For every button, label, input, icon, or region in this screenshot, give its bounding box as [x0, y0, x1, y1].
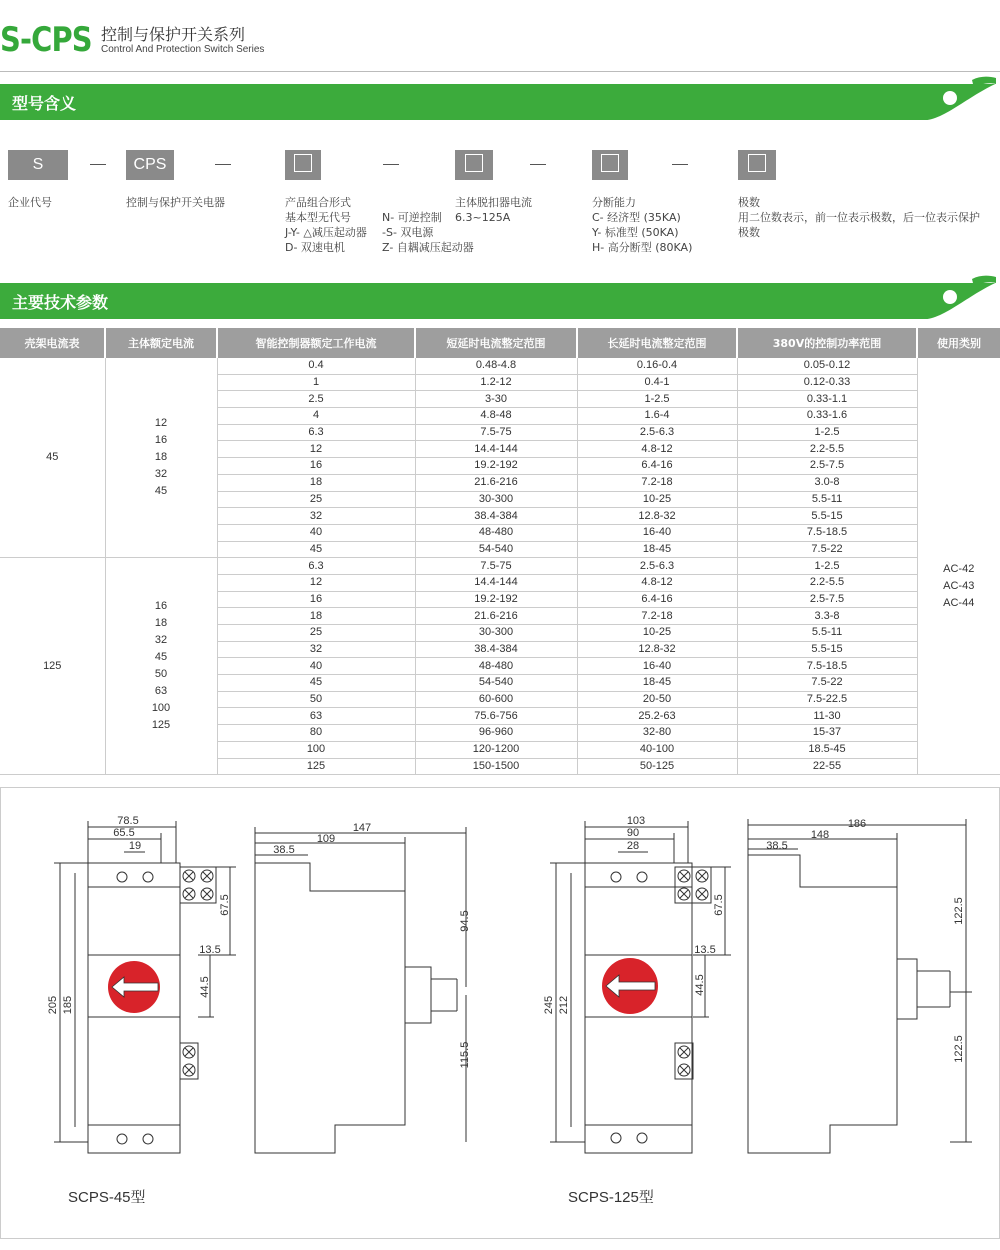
- dim-label: 115.5: [459, 1041, 471, 1069]
- table-cell: 19.2-192: [415, 591, 577, 608]
- table-cell: 50: [217, 691, 415, 708]
- table-cell: 18.5-45: [737, 741, 917, 758]
- col-header: 长延时电流整定范围: [577, 328, 737, 358]
- table-cell: 2.5-7.5: [737, 591, 917, 608]
- dim-label: 38.5: [766, 840, 788, 852]
- table-cell: 45: [217, 675, 415, 692]
- table-cell: 6.4-16: [577, 591, 737, 608]
- table-cell: 12.8-32: [577, 508, 737, 525]
- table-cell: 1.2-12: [415, 374, 577, 391]
- series-title-cn: 控制与保护开关系列: [101, 25, 246, 44]
- table-cell: 7.5-75: [415, 424, 577, 441]
- table-cell: 100: [217, 741, 415, 758]
- rotary-handle-icon: [108, 961, 160, 1013]
- usage-category-cell: AC-42 AC-43 AC-44: [917, 358, 1000, 775]
- frame-current-cell: 125: [0, 558, 105, 775]
- table-cell: 0.48-4.8: [415, 358, 577, 374]
- dim-label: 38.5: [273, 844, 295, 856]
- dim-label: 212: [558, 995, 570, 1015]
- table-cell: 16-40: [577, 658, 737, 675]
- dash: [530, 164, 546, 165]
- dim-label: 148: [810, 829, 830, 841]
- table-cell: 120-1200: [415, 741, 577, 758]
- rated-current-cell: 16 18 32 45 50 63 100 125: [105, 558, 217, 775]
- dim-label: 67.5: [219, 894, 231, 916]
- table-cell: 25: [217, 625, 415, 642]
- table-cell: 25.2-63: [577, 708, 737, 725]
- table-cell: 10-25: [577, 625, 737, 642]
- model-code-placeholder: [285, 150, 321, 180]
- table-cell: 6.4-16: [577, 458, 737, 475]
- table-cell: 45: [217, 541, 415, 558]
- mount-hole-icon: [611, 872, 621, 882]
- model-code-cps: CPS: [126, 150, 174, 180]
- table-cell: 16-40: [577, 524, 737, 541]
- table-cell: 5.5-15: [737, 641, 917, 658]
- table-cell: 5.5-15: [737, 508, 917, 525]
- mount-hole-icon: [117, 872, 127, 882]
- brand-logo: S-CPS: [0, 20, 92, 60]
- table-cell: 7.5-22.5: [737, 691, 917, 708]
- model-code-placeholder: [455, 150, 493, 180]
- table-cell: 18-45: [577, 541, 737, 558]
- table-cell: 6.3: [217, 558, 415, 575]
- table-cell: 7.5-75: [415, 558, 577, 575]
- table-cell: 0.12-0.33: [737, 374, 917, 391]
- drawing-caption-125: SCPS-125型: [568, 1189, 654, 1206]
- table-cell: 7.5-18.5: [737, 524, 917, 541]
- table-cell: 80: [217, 725, 415, 742]
- table-header-row: [0, 328, 1000, 358]
- dim-label: 147: [352, 822, 372, 834]
- table-cell: 15-37: [737, 725, 917, 742]
- drawing-caption-45: SCPS-45型: [68, 1189, 146, 1206]
- model-code-placeholder: [738, 150, 776, 180]
- table-cell: 48-480: [415, 658, 577, 675]
- dim-label: 67.5: [713, 894, 725, 916]
- table-cell: 16: [217, 591, 415, 608]
- table-cell: 18-45: [577, 675, 737, 692]
- section-bar-model: [0, 84, 1000, 120]
- table-cell: 150-1500: [415, 758, 577, 775]
- mount-hole-icon: [143, 1134, 153, 1144]
- mount-hole-icon: [117, 1134, 127, 1144]
- table-cell: 63: [217, 708, 415, 725]
- table-cell: 54-540: [415, 541, 577, 558]
- dim-label: 65.5: [113, 827, 135, 839]
- table-cell: 7.5-22: [737, 675, 917, 692]
- model-label-cps: 控制与保护开关电器: [126, 196, 225, 209]
- table-row: [0, 558, 1000, 575]
- empty-square-icon: [601, 154, 619, 172]
- dim-label: 185: [62, 995, 74, 1015]
- dim-label: 103: [626, 815, 646, 827]
- dim-label: 94.5: [459, 910, 471, 932]
- spec-table: [0, 328, 1000, 775]
- table-cell: 1-2.5: [737, 424, 917, 441]
- table-cell: 16: [217, 458, 415, 475]
- table-cell: 2.5-6.3: [577, 424, 737, 441]
- table-cell: 2.2-5.5: [737, 574, 917, 591]
- table-cell: 32: [217, 641, 415, 658]
- table-cell: 60-600: [415, 691, 577, 708]
- table-cell: 32: [217, 508, 415, 525]
- dim-label: 90: [626, 827, 640, 839]
- rated-current-cell: 12 16 18 32 45: [105, 358, 217, 558]
- dim-label: 44.5: [694, 974, 706, 996]
- table-cell: 2.5-7.5: [737, 458, 917, 475]
- table-cell: 1.6-4: [577, 408, 737, 425]
- col-header: 使用类别: [917, 328, 1000, 358]
- table-cell: 11-30: [737, 708, 917, 725]
- model-label-enterprise: 企业代号: [8, 196, 52, 209]
- model-code-placeholder: [592, 150, 628, 180]
- dim-label: 205: [47, 995, 59, 1015]
- decor-swoosh-icon: [910, 273, 1000, 329]
- decor-swoosh-icon: [910, 74, 1000, 130]
- model-code-enterprise: S: [8, 150, 68, 180]
- table-cell: 3-30: [415, 391, 577, 408]
- table-cell: 1-2.5: [737, 558, 917, 575]
- dim-label: 13.5: [694, 944, 716, 956]
- table-cell: 1-2.5: [577, 391, 737, 408]
- header-divider: [0, 71, 1000, 72]
- table-cell: 96-960: [415, 725, 577, 742]
- table-cell: 38.4-384: [415, 508, 577, 525]
- dash: [90, 164, 106, 165]
- col-header: 智能控制器额定工作电流: [217, 328, 415, 358]
- table-cell: 40: [217, 658, 415, 675]
- table-cell: 4.8-12: [577, 441, 737, 458]
- mount-hole-icon: [611, 1133, 621, 1143]
- table-cell: 75.6-756: [415, 708, 577, 725]
- col-header: 380V的控制功率范围: [737, 328, 917, 358]
- dim-label: 122.5: [953, 897, 965, 925]
- series-title-en: Control And Protection Switch Series: [101, 44, 265, 55]
- table-cell: 30-300: [415, 491, 577, 508]
- empty-square-icon: [294, 154, 312, 172]
- table-cell: 48-480: [415, 524, 577, 541]
- table-cell: 18: [217, 608, 415, 625]
- model-label-current: 主体脱扣器电流 6.3~125A: [455, 196, 532, 224]
- section-bar-params: [0, 283, 1000, 319]
- dim-label: 13.5: [199, 944, 221, 956]
- section-title-model: 型号含义: [12, 94, 77, 113]
- table-cell: 0.4-1: [577, 374, 737, 391]
- dim-label: 19: [128, 840, 142, 852]
- rotary-handle-icon: [602, 958, 658, 1014]
- table-row: [0, 358, 1000, 374]
- table-cell: 40-100: [577, 741, 737, 758]
- table-cell: 0.33-1.6: [737, 408, 917, 425]
- mount-hole-icon: [637, 872, 647, 882]
- dim-label: 245: [543, 995, 555, 1015]
- table-cell: 4: [217, 408, 415, 425]
- table-cell: 22-55: [737, 758, 917, 775]
- table-cell: 32-80: [577, 725, 737, 742]
- dim-label: 122.5: [953, 1035, 965, 1063]
- table-cell: 7.2-18: [577, 474, 737, 491]
- table-cell: 4.8-12: [577, 574, 737, 591]
- table-cell: 0.33-1.1: [737, 391, 917, 408]
- table-cell: 40: [217, 524, 415, 541]
- table-cell: 18: [217, 474, 415, 491]
- table-cell: 30-300: [415, 625, 577, 642]
- table-cell: 19.2-192: [415, 458, 577, 475]
- table-cell: 2.5-6.3: [577, 558, 737, 575]
- table-cell: 7.5-18.5: [737, 658, 917, 675]
- table-cell: 14.4-144: [415, 441, 577, 458]
- table-cell: 0.16-0.4: [577, 358, 737, 374]
- dim-label: 186: [847, 818, 867, 830]
- dimension-drawings: [0, 787, 1000, 1207]
- dim-label: 109: [316, 833, 336, 845]
- table-cell: 14.4-144: [415, 574, 577, 591]
- col-header: 主体额定电流: [105, 328, 217, 358]
- empty-square-icon: [465, 154, 483, 172]
- mount-hole-icon: [143, 872, 153, 882]
- dash: [672, 164, 688, 165]
- table-cell: 10-25: [577, 491, 737, 508]
- table-cell: 5.5-11: [737, 491, 917, 508]
- frame-current-cell: 45: [0, 358, 105, 558]
- col-header: 短延时电流整定范围: [415, 328, 577, 358]
- table-cell: 7.2-18: [577, 608, 737, 625]
- table-cell: 12: [217, 441, 415, 458]
- model-label-combination-extra: N- 可逆控制 -S- 双电源 Z- 自耦减压起动器: [382, 211, 474, 254]
- dim-label: 28: [626, 840, 640, 852]
- table-cell: 50-125: [577, 758, 737, 775]
- table-cell: 6.3: [217, 424, 415, 441]
- table-cell: 1: [217, 374, 415, 391]
- table-cell: 54-540: [415, 675, 577, 692]
- table-cell: 21.6-216: [415, 474, 577, 491]
- table-cell: 7.5-22: [737, 541, 917, 558]
- dim-label: 78.5: [117, 815, 139, 827]
- model-label-breaking: 分断能力 C- 经济型 (35KA) Y- 标准型 (50KA) H- 高分断型 (80KA): [592, 196, 693, 254]
- table-cell: 0.4: [217, 358, 415, 374]
- table-cell: 0.05-0.12: [737, 358, 917, 374]
- table-cell: 2.2-5.5: [737, 441, 917, 458]
- table-cell: 21.6-216: [415, 608, 577, 625]
- table-cell: 20-50: [577, 691, 737, 708]
- mount-hole-icon: [637, 1133, 647, 1143]
- section-title-params: 主要技术参数: [12, 293, 109, 312]
- table-cell: 5.5-11: [737, 625, 917, 642]
- table-cell: 125: [217, 758, 415, 775]
- table-cell: 3.0-8: [737, 474, 917, 491]
- model-label-poles: 极数 用二位数表示，前一位表示极数，后一位表示保护 极数: [738, 196, 980, 239]
- table-cell: 12.8-32: [577, 641, 737, 658]
- table-cell: 4.8-48: [415, 408, 577, 425]
- table-cell: 38.4-384: [415, 641, 577, 658]
- model-label-combination: 产品组合形式 基本型无代号 J-Y- △减压起动器 D- 双速电机: [285, 196, 367, 254]
- table-cell: 12: [217, 574, 415, 591]
- table-cell: 3.3-8: [737, 608, 917, 625]
- dim-label: 44.5: [199, 976, 211, 998]
- dash: [383, 164, 399, 165]
- table-cell: 25: [217, 491, 415, 508]
- table-cell: 2.5: [217, 391, 415, 408]
- col-header: 壳架电流表: [0, 328, 105, 358]
- dash: [215, 164, 231, 165]
- empty-square-icon: [748, 154, 766, 172]
